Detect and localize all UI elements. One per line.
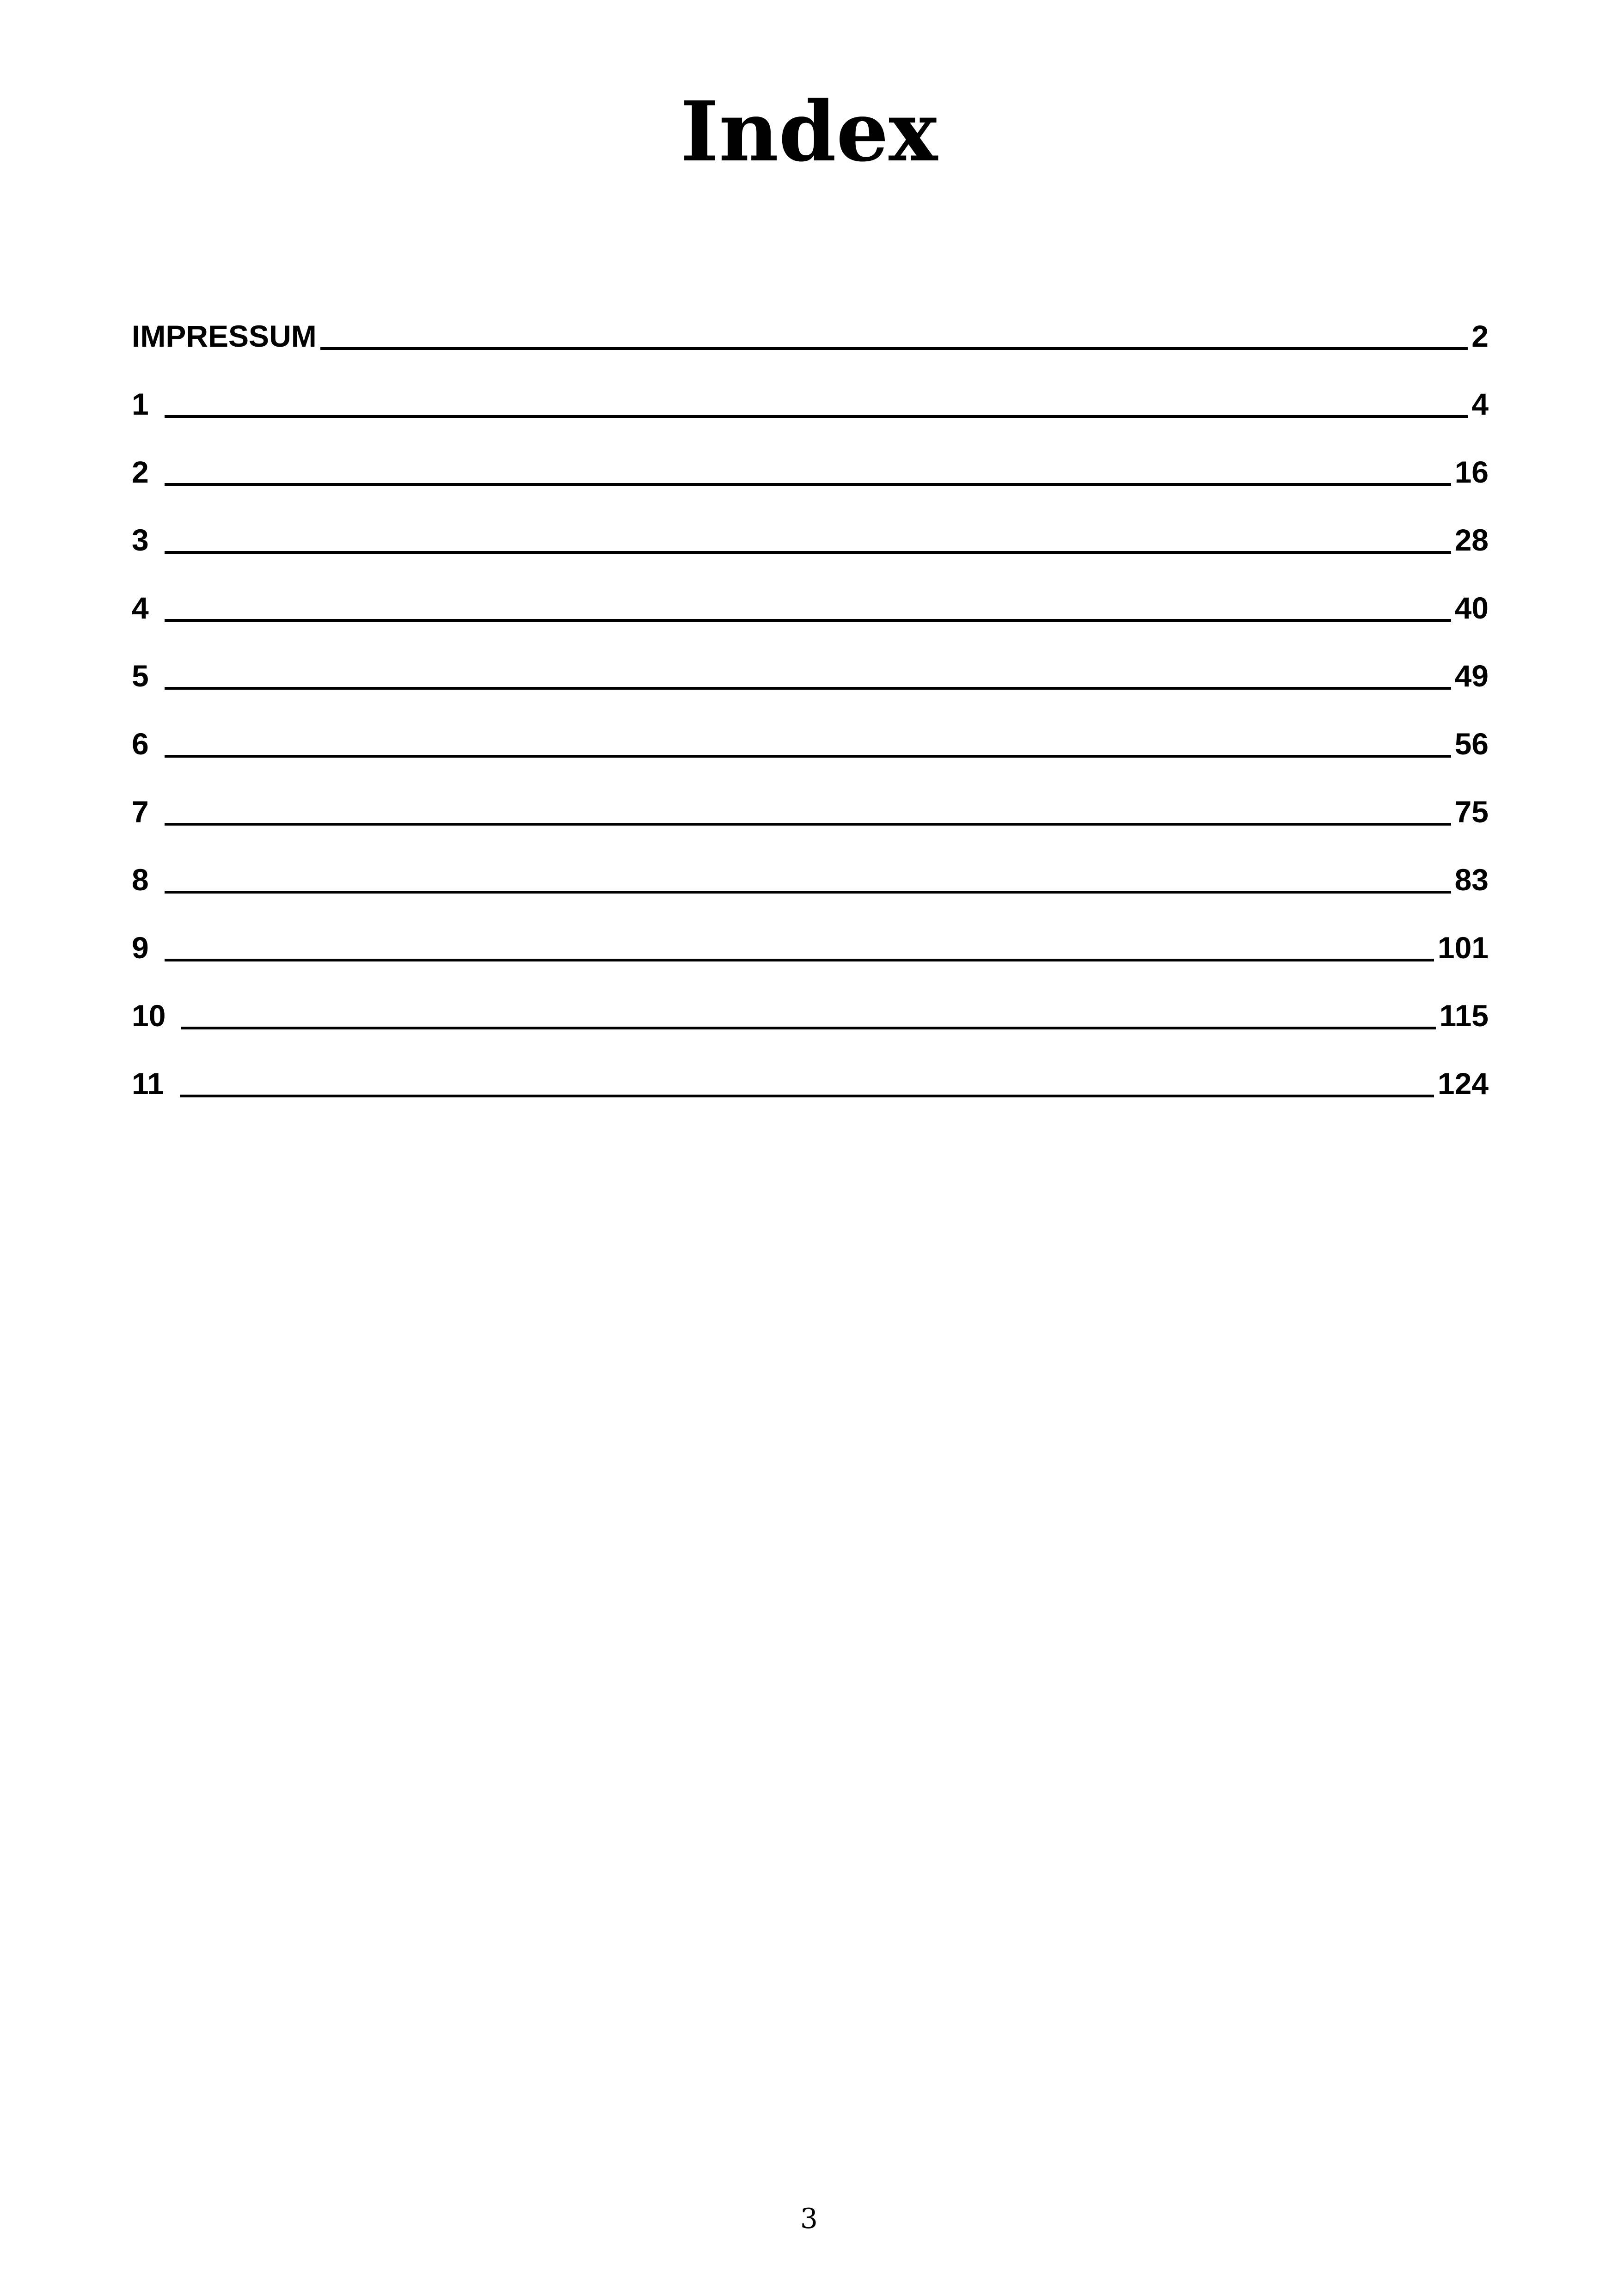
toc-entry-page: 56 [1454, 727, 1489, 761]
toc-entry-page: 75 [1454, 795, 1489, 829]
toc-entry-label: 7 [132, 795, 149, 829]
toc-entry-page: 49 [1454, 659, 1489, 693]
toc-leader-line [165, 546, 1451, 554]
toc-entry-page: 83 [1454, 863, 1489, 897]
toc-leader-line [320, 343, 1468, 350]
toc-leader-line [181, 1022, 1435, 1029]
toc-entry[interactable] [132, 762, 1489, 830]
toc-entry[interactable] [132, 355, 1489, 422]
toc-entry[interactable] [132, 1034, 1489, 1102]
toc-entry-label: 3 [132, 523, 149, 557]
page-number: 3 [800, 2203, 818, 2235]
page-title: Index [680, 83, 938, 180]
toc-entry-label: 11 [132, 1066, 164, 1101]
toc-entry-label: 1 [132, 387, 149, 421]
toc-entry-label: IMPRESSUM [132, 319, 317, 353]
table-of-contents [132, 287, 1489, 1102]
toc-leader-line [165, 614, 1451, 622]
toc-entry[interactable] [132, 898, 1489, 966]
toc-leader-line [165, 478, 1451, 486]
toc-entry[interactable] [132, 830, 1489, 898]
toc-entry-page: 28 [1454, 523, 1489, 557]
toc-entry-label: 10 [132, 998, 166, 1033]
toc-entry-label: 5 [132, 659, 149, 693]
toc-leader-line [165, 954, 1434, 961]
toc-entry-label: 6 [132, 727, 149, 761]
toc-entry[interactable] [132, 626, 1489, 694]
toc-entry-page: 4 [1471, 387, 1489, 421]
toc-leader-line [165, 750, 1451, 758]
toc-entry-page: 124 [1437, 1066, 1489, 1101]
toc-entry[interactable] [132, 558, 1489, 626]
toc-entry-page: 2 [1471, 319, 1489, 353]
toc-entry[interactable] [132, 966, 1489, 1034]
toc-leader-line [180, 1090, 1434, 1097]
toc-entry[interactable] [132, 287, 1489, 355]
toc-leader-line [165, 886, 1451, 894]
toc-entry-page: 16 [1454, 455, 1489, 489]
toc-entry-label: 4 [132, 591, 149, 625]
toc-entry[interactable] [132, 422, 1489, 490]
toc-entry-label: 9 [132, 931, 149, 965]
toc-entry-page: 115 [1439, 998, 1489, 1033]
toc-leader-line [165, 682, 1451, 690]
toc-leader-line [165, 410, 1468, 418]
toc-entry[interactable] [132, 490, 1489, 558]
toc-entry-label: 8 [132, 863, 149, 897]
toc-leader-line [165, 818, 1451, 826]
toc-entry[interactable] [132, 694, 1489, 762]
toc-entry-page: 40 [1454, 591, 1489, 625]
toc-entry-label: 2 [132, 455, 149, 489]
toc-entry-page: 101 [1437, 931, 1489, 965]
